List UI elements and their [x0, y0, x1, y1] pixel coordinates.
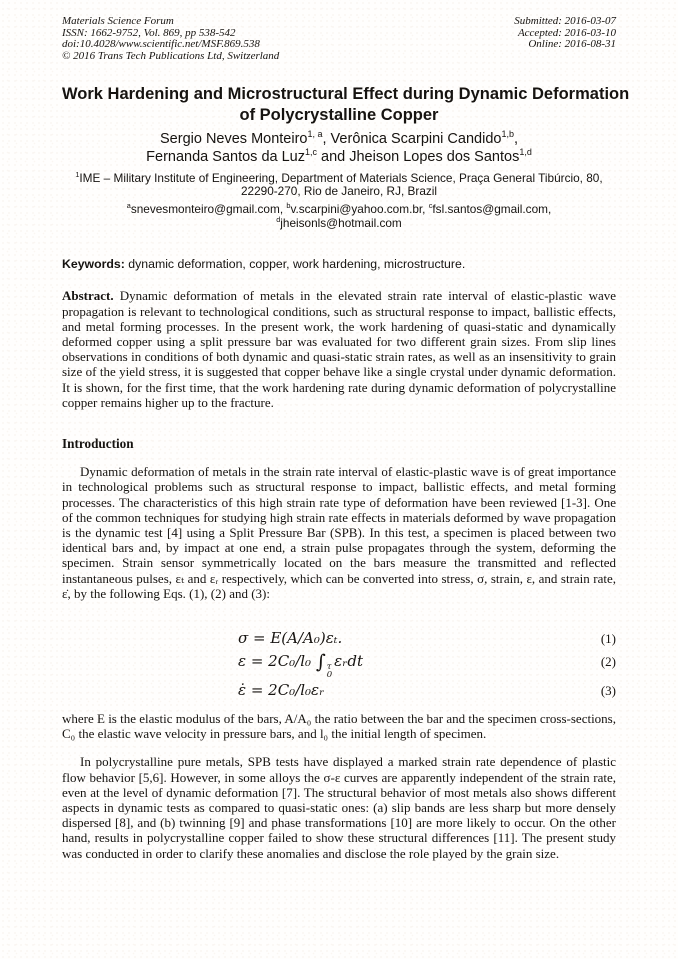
equation-formula-post: εᵣdt [334, 652, 364, 671]
author-name: Fernanda Santos da Luz [146, 149, 305, 166]
author-affiliation-sup: 1,b [501, 129, 514, 140]
intro-paragraph-1: Dynamic deformation of metals in the strain rate interval of elastic-plastic wave is of great importance in technological problems such as structural response to impact, ballistic effects, and metal forming processes. The characteristics of this high strain rate type of deformation have been reviewed [1-3]. One of the common techniques for studying high strain rate effects in materials deformed by wave propagation is the dynamic test [4] using a Split Pressure Bar (SPB). In this test, a specimen is placed between two identical bars and, by impact at one end, a strain pulse propagates through the system, deforming the specimen. Strain sensor symmetrically located on the bars measure the transmitted and reflected instantaneous pulses, εₜ and εᵣ respectively, which can be converted into stress, σ, strain, ε, and strain rate, ε̇, by the following Eqs. (1), (2) and (3): [62, 464, 616, 601]
emails-line-1 [62, 203, 616, 217]
submission-dates [514, 16, 616, 62]
abstract-paragraph [62, 288, 616, 410]
author-affiliation-sup: 1, a [307, 129, 323, 140]
affiliation [62, 172, 616, 198]
accepted-date: Accepted: 2016-03-10 [517, 26, 616, 39]
authors-block [62, 130, 616, 166]
equation-formula: σ = E(A/A₀)εₜ. [238, 629, 343, 648]
paper-title [62, 84, 630, 126]
online-date: Online: 2016-08-31 [528, 38, 616, 51]
equation-number: (1) [600, 631, 616, 647]
equation-number: (3) [600, 683, 616, 699]
introduction-heading: Introduction [62, 436, 134, 451]
equation-formula: ε̇ = 2C₀/l₀εᵣ [238, 681, 325, 700]
journal-header [62, 0, 616, 62]
email-address: jheisonls@hotmail.com [280, 215, 402, 230]
journal-info [62, 16, 279, 62]
affiliation-text: IME – Military Institute of Engineering, Department of Materials Science, Praça General Tibúrcio, 80, 22290-270, Rio de Janeiro, RJ, Brazil [79, 171, 603, 199]
author-name: , Verônica Scarpini Candido [322, 131, 502, 148]
keywords-text: dynamic deformation, copper, work hardening, microstructure. [124, 257, 466, 272]
author-emails [62, 203, 616, 230]
journal-issn-volume: ISSN: 1662-9752, Vol. 869, pp 538-542 [62, 26, 236, 39]
email-sup: c [428, 201, 433, 211]
equation-formula-pre: ε = 2C₀/l₀ [238, 652, 316, 671]
equation-row-1 [62, 627, 616, 650]
journal-copyright: © 2016 Trans Tech Publications Ltd, Switzerland [62, 49, 280, 62]
author-separator: , [513, 131, 518, 148]
email-address: v.scarpini@yahoo.com.br, [290, 202, 429, 217]
equations-block [62, 627, 616, 702]
equation-row-2 [62, 650, 616, 679]
submitted-date: Submitted: 2016-03-07 [514, 15, 616, 27]
author-name: and Jheison Lopes dos Santos [316, 149, 520, 166]
authors-line-1 [62, 130, 616, 148]
body-paragraph-where: where E is the elastic modulus of the bars, A/A₀ the ratio between the bar and the specimen cross-sections, C₀ the elastic wave velocity in pressure bars, and l₀ the initial length of specimen. [62, 711, 616, 742]
affiliation-sup: 1 [75, 170, 80, 180]
equation-row-3 [62, 679, 616, 702]
author-affiliation-sup: 1,c [304, 147, 317, 158]
journal-name: Materials Science Forum [62, 15, 174, 27]
email-address: snevesmonteiro@gmail.com, [130, 202, 287, 217]
paper-title-line-1: Work Hardening and Microstructural Effect during Dynamic Deformation [62, 85, 630, 104]
body-paragraph-polycrystalline: In polycrystalline pure metals, SPB tests have displayed a marked strain rate dependence of plastic flow behavior [5,6]. However, in some alloys the σ-ε curves are apparently independent of the strain rate, even at the level of dynamic deformation [7]. The structural behavior of most metals also shows different aspects in dynamic tests as compared to quasi-static ones: (a) slip bands are less sharp but more densely dispersed [8], and (b) twinning [9] and phase transformations [10] are more likely to occur. On the other hand, results in polycrystalline copper failed to show these structural differences [11]. The present study was conducted in order to clarify these anomalies and disclose the role played by the grain size. [62, 754, 616, 861]
emails-line-2 [62, 214, 616, 231]
abstract-label: Abstract. [62, 288, 114, 304]
paper-title-line-2: of Polycrystalline Copper [239, 106, 439, 125]
integral-symbol: ∫ [315, 651, 326, 674]
email-sup: d [276, 214, 281, 224]
author-affiliation-sup: 1,d [519, 147, 532, 158]
email-address: fsl.santos@gmail.com, [432, 202, 552, 217]
abstract-text: Dynamic deformation of metals in the elevated strain rate interval of elastic-plastic wave propagation is relevant to technological conditions, such as structural response to impact, ballistic effects, and metal forming processes. In the present work, the work hardening of quasi-static and dynamically deformed copper using a split pressure bar was evaluated for two different grain sizes. From slip lines observations in conditions of both dynamic and quasi-static strain rates, as well as an insensitivity to grain size of the yield stress, it is suggested that copper behave like a single crystal under dynamic deformation. It is shown, for the first time, that the work hardening rate during dynamic deformation of polycrystalline copper remains higher up to the fracture. [62, 288, 616, 410]
journal-doi: doi:10.4028/www.scientific.net/MSF.869.538 [62, 38, 260, 51]
email-sup: a [126, 201, 131, 211]
integral-limits [327, 663, 332, 679]
email-sup: b [286, 201, 291, 211]
keywords-line [62, 257, 616, 271]
keywords-label: Keywords: [62, 257, 125, 272]
authors-line-2 [62, 148, 616, 166]
integral-upper-limit: τ [326, 662, 332, 673]
author-name: Sergio Neves Monteiro [160, 131, 308, 148]
equation-number: (2) [600, 654, 616, 670]
integral-lower-limit: 0 [326, 670, 333, 681]
